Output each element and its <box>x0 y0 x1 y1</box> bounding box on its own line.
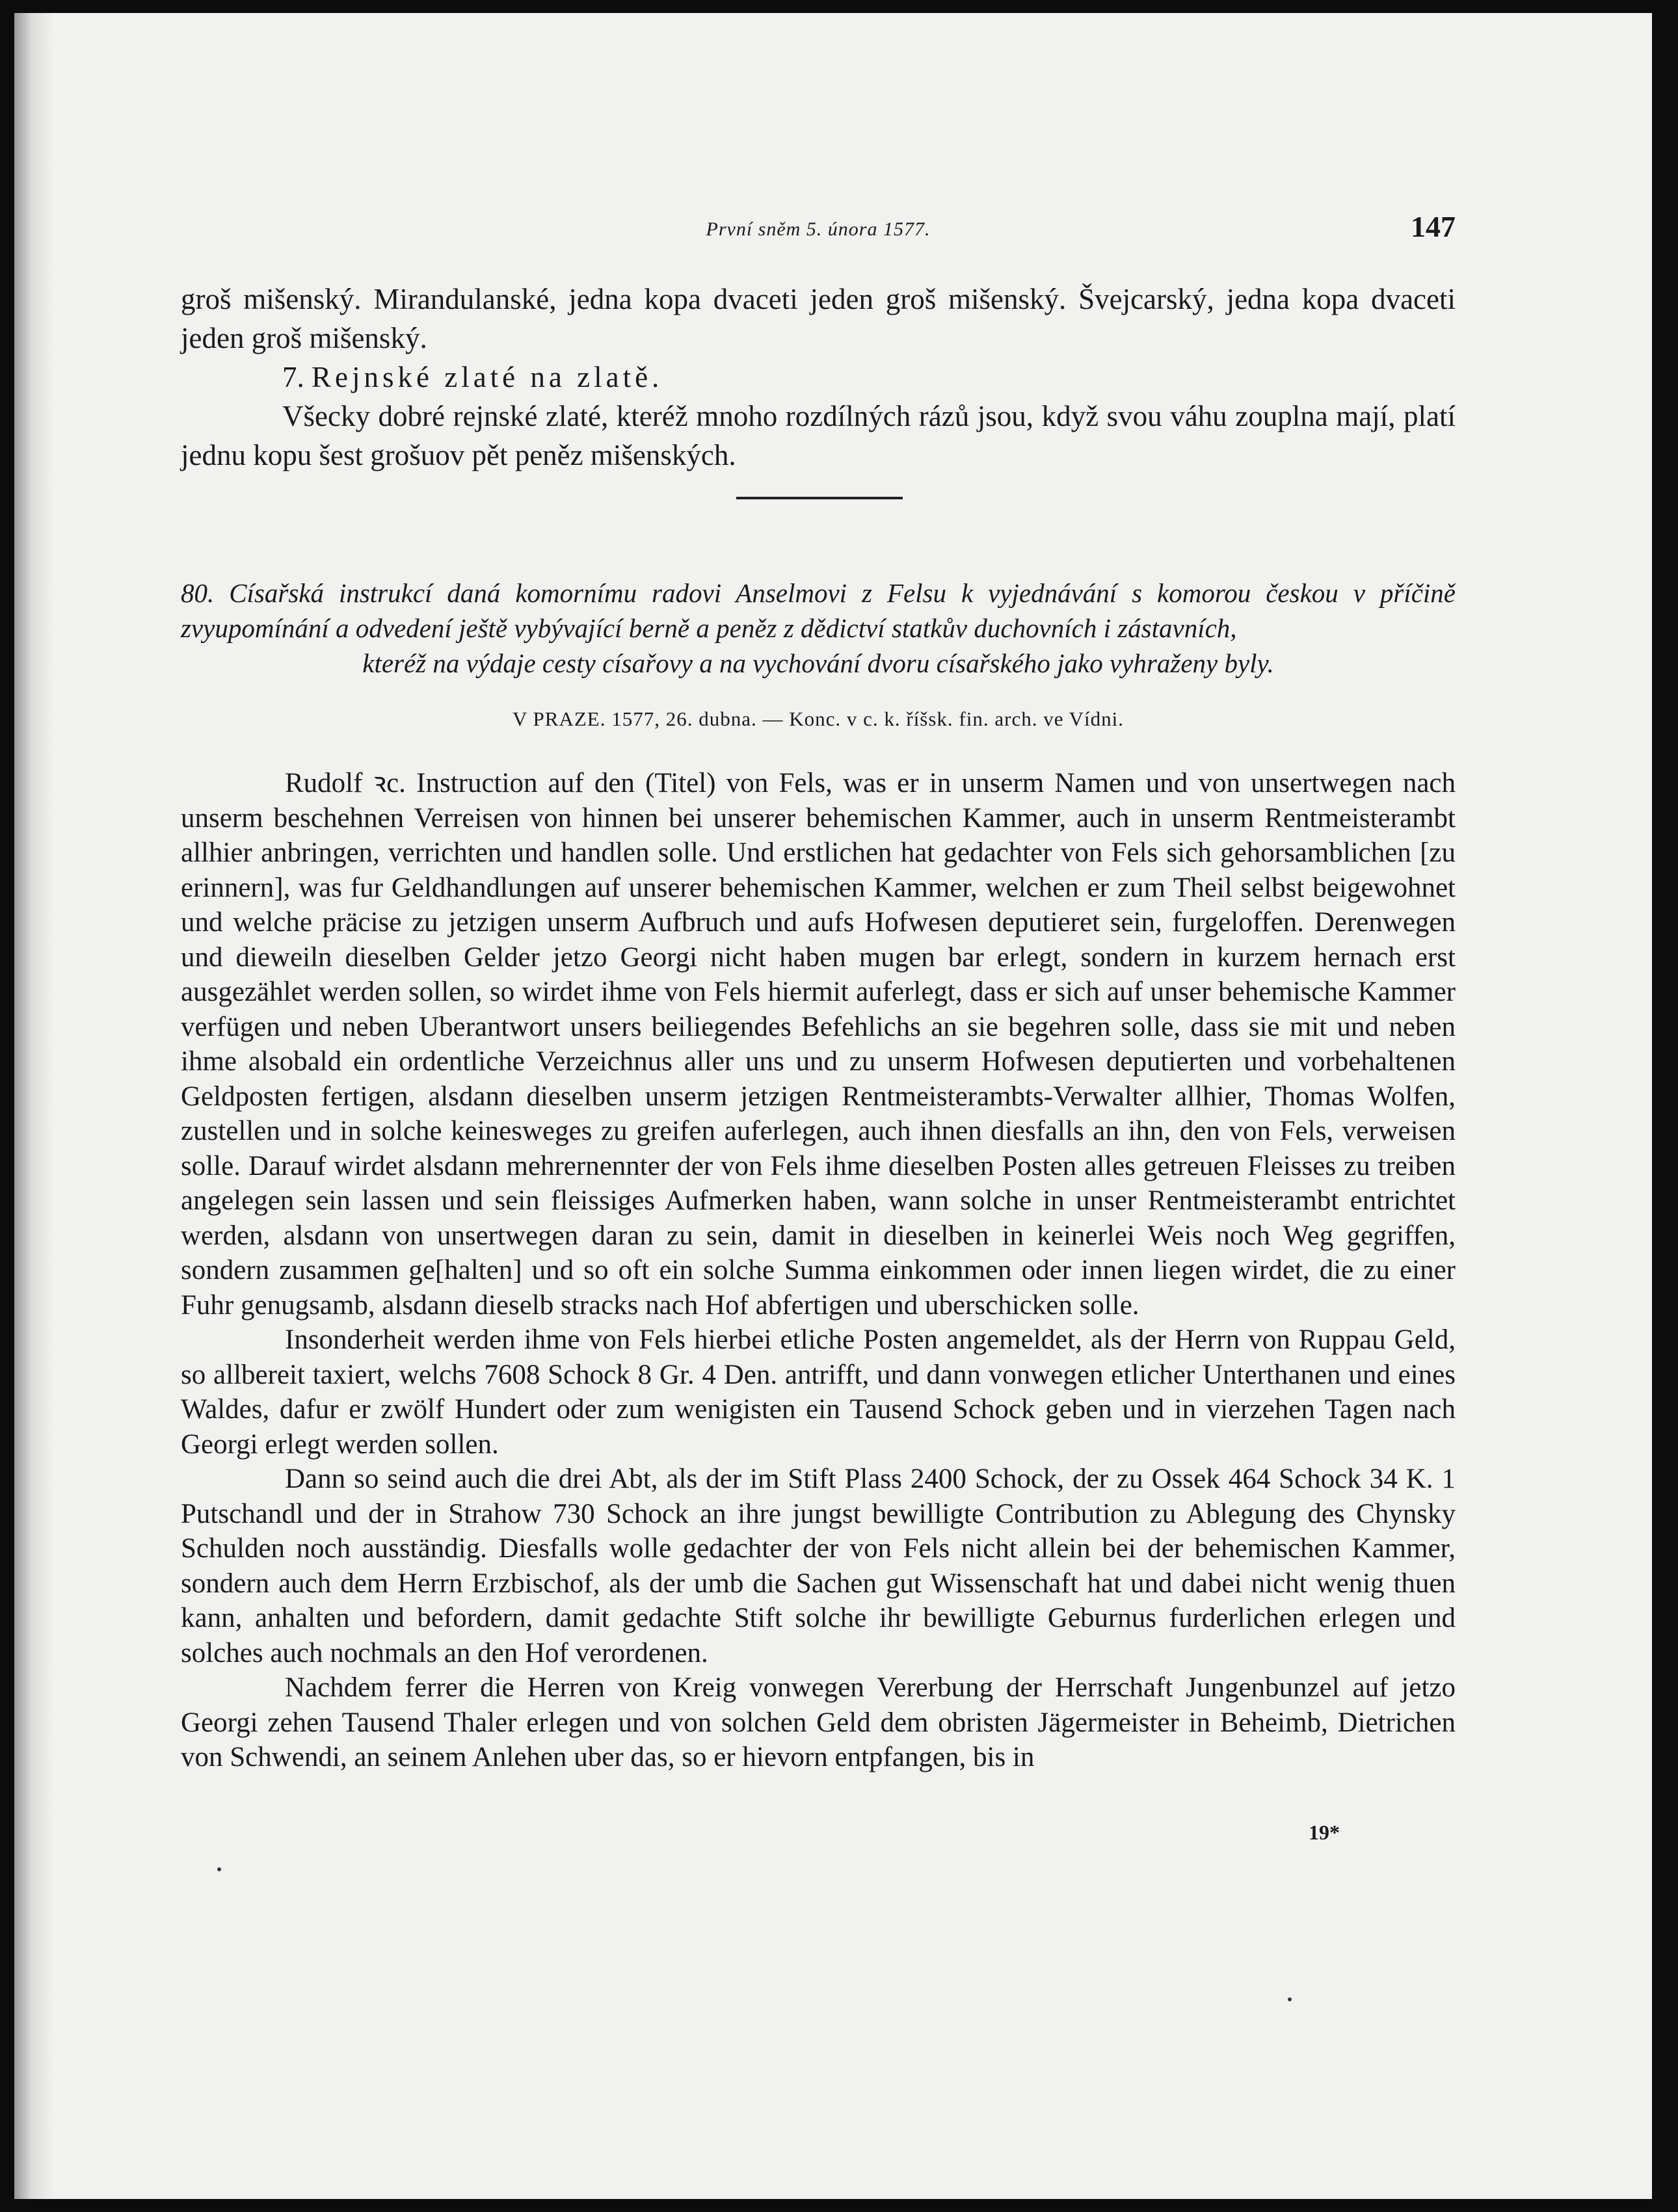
document-heading <box>181 575 1456 681</box>
body-paragraph: Insonderheit werden ihme von Fels hierbei etliche Posten angemeldet, als der Herrn von Ruppau Geld, so allbereit taxiert, welchs 7608 Schock 8 Gr. 4 Den. antrifft, und dann vonwegen etlicher Unterthanen und eines Waldes, dafur er zwölf Hundert oder zum wenigisten ein Tausend Schock geben und in vierzehen Tagen nach Georgi erlegt werden sollen. <box>181 1324 1456 1460</box>
intro-continuation: groš mišenský. Mirandulanské, jedna kopa dvaceti jeden groš mišenský. Švejcarský, jedna kopa dvaceti jeden groš mišenský. <box>181 283 1456 354</box>
running-header <box>181 209 1456 248</box>
document-page <box>14 13 1652 2199</box>
speck <box>217 1867 221 1871</box>
intro-paragraph: Všecky dobré rejnské zlaté, kteréž mnoho rozdílných rázů jsou, když svou váhu zouplna mají, platí jednu kopu šest grošuov pět peněz mišenských. <box>181 400 1456 471</box>
document-heading-last-line: kteréž na výdaje cesty císařovy a na vychování dvoru císařského jako vyhraženy byly. <box>362 648 1274 678</box>
signature-mark: 19* <box>1309 1821 1340 1844</box>
intro-block <box>181 280 1456 475</box>
document-body <box>181 766 1456 1775</box>
document-title: Císařská instrukcí daná komornímu radovi Anselmovi z Felsu k vyjednávání s komorou českou v příčině zvyupomínání a odvedení ještě vybývající berně a peněz z dědictví statkův duchovních i zástavních, <box>181 578 1456 643</box>
running-title: První sněm 5. února 1577. <box>706 218 931 240</box>
body-paragraph: Dann so seind auch die drei Abt, als der im Stift Plass 2400 Schock, der zu Ossek 464 Schock 34 K. 1 Putschandl und der in Strahow 730 Schock an ihre jungst bewilligte Contribution zu Ablegung des Chynsky Schulden noch ausständig. Diesfalls wolle gedachter der von Fels nicht allein bei der behemischen Kammer, sondern auch dem Herrn Erzbischof, als der umb die Sachen gut Wissenschaft hat und dabei nicht wenig thuen kann, anhalten und befordern, damit gedachte Stift solche ihr bewilligte Geburnus furderlichen erlegen und solches auch nochmals an den Hof verordenen. <box>181 1464 1456 1668</box>
document-heading-main <box>181 575 1456 646</box>
speck <box>1288 1997 1292 2001</box>
document-source: V PRAZE. 1577, 26. dubna. — Konc. v c. k. říšsk. fin. arch. ve Vídni. <box>512 707 1125 730</box>
section-number: 7. <box>282 361 304 393</box>
section-heading <box>181 358 1456 397</box>
body-paragraph: Nachdem ferrer die Herren von Kreig vonwegen Vererbung der Herrschaft Jungenbunzel auf jetzo Georgi zehen Tausend Thaler erlegen und von solchen Geld dem obristen Jägermeister in Beheimb, Dietrichen von Schwendi, an seinem Anlehen uber das, so er hievorn entpfangen, bis in <box>181 1672 1456 1772</box>
page-number: 147 <box>1411 210 1456 243</box>
section-divider <box>736 497 903 499</box>
section-title: Rejnské zlaté na zlatě. <box>312 361 663 393</box>
document-number: 80. <box>181 578 215 608</box>
body-paragraph: Rudolf ꝛc. Instruction auf den (Titel) von Fels, was er in unserm Namen und von unsertwegen nach unserm beschehnen Verreisen von hinnen bei unserer behemischen Kammer, auch in unserm Rentmeisterambt allhier anbringen, verrichten und handlen solle. Und erstlichen hat gedachter von Fels sich gehorsamblichen [zu erinnern], was fur Geldhandlungen auf unserer behemischen Kammer, welchen er zum Theil selbst beigewohnet und welche präcise zu jetzigen unserm Aufbruch und aufs Hofwesen deputieret sein, furgeloffen. Derenwegen und dieweiln dieselben Gelder jetzo Georgi nicht haben mugen bar erlegt, sondern in kurzem hernach erst ausgezählet werden sollen, so wirdet ihme von Fels hiermit auferlegt, dass er sich auf unser behemische Kammer verfügen und neben Uberantwort unsers beiliegendes Befehlichs an sie begehren solle, dass sie mit und neben ihme alsobald ein ordentliche Verzeichnus aller uns und zu unserm Hofwesen deputierten und vorbehaltenen Geldposten fertigen, alsdann dieselben unserm jetzigen Rentmeisterambts-Verwalter allhier, Thomas Wolfen, zustellen und in solche keinesweges zu greifen auferlegen, auch ihnen diesfalls an ihn, den von Fels, verweisen solle. Darauf wirdet alsdann mehrernennter der von Fels ihme dieselben Posten alles getreuen Fleisses zu treiben angelegen sein lassen und sein fleissiges Aufmerken haben, wann solche in unser Rentmeisterambt entrichtet werden, alsdann von unsertwegen daran zu sein, damit in dieselben in keinerlei Weis noch Weg gegriffen, sondern zusammen ge[halten] und so oft ein solche Summa einkommen oder innen liegen wirdet, die zu einer Fuhr genugsamb, alsdann dieselb stracks nach Hof abfertigen und uberschicken solle. <box>181 768 1456 1321</box>
page-edge-shadow <box>14 13 53 2199</box>
